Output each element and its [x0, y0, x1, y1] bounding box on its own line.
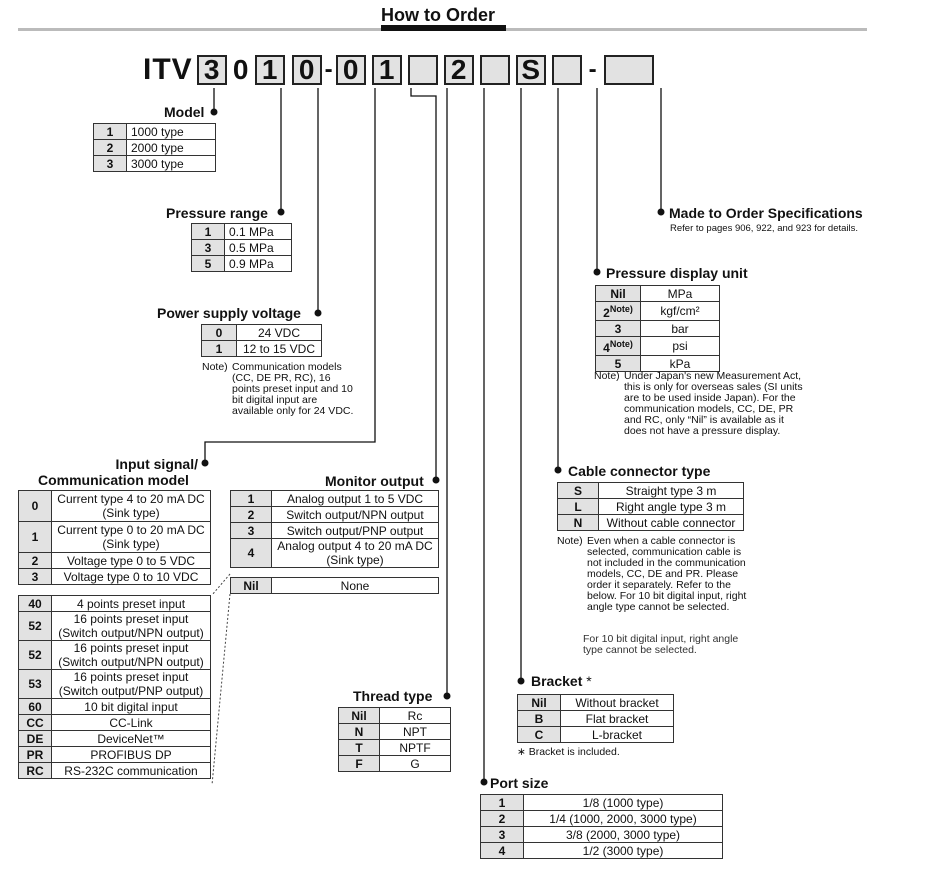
code-digit-port: 2	[444, 55, 474, 85]
communication-model-heading: Communication model	[38, 472, 189, 488]
code-dash: -	[324, 56, 333, 83]
pressure-display-note: Note) Under Japan's new Measurement Act, this is only for overseas sales (SI units are to be used inside Japan). For the communication models, CC, DE, PR and RC, only “Nil” is available as it does not have a pressure display.	[594, 370, 803, 437]
table-row: 52 16 points preset input (Switch output/NPN output)	[19, 612, 211, 641]
table-row: 2 Switch output/NPN output	[231, 507, 439, 523]
title-underline	[381, 25, 506, 31]
monitor-output-table	[230, 490, 439, 568]
table-row: 5 kPa	[596, 356, 720, 372]
order-code	[143, 52, 654, 88]
pressure-range-table	[191, 223, 292, 272]
bracket-footnote: ∗ Bracket is included.	[517, 746, 620, 758]
table-row: 1 0.1 MPa	[192, 224, 292, 240]
input-signal-table	[18, 490, 211, 585]
table-row: 1 Analog output 1 to 5 VDC	[231, 491, 439, 507]
code-digit-pressure: 1	[255, 55, 285, 85]
table-row: 3 Switch output/PNP output	[231, 523, 439, 539]
port-size-heading: Port size	[490, 775, 549, 791]
bracket-table	[517, 694, 674, 743]
table-row: B Flat bracket	[518, 711, 674, 727]
cable-connector-note-repeat: For 10 bit digital input, right angle type cannot be selected.	[583, 633, 739, 656]
made-to-order-text: Refer to pages 906, 922, and 923 for details.	[670, 223, 859, 234]
table-row: N NPT	[339, 724, 451, 740]
table-row: 2 2000 type	[94, 140, 216, 156]
code-digit-thread	[408, 55, 438, 85]
table-row: L Right angle type 3 m	[558, 499, 744, 515]
model-table	[93, 123, 216, 172]
pressure-display-heading: Pressure display unit	[606, 265, 748, 281]
table-row: 3 3000 type	[94, 156, 216, 172]
table-row: T NPTF	[339, 740, 451, 756]
cable-connector-heading: Cable connector type	[568, 463, 711, 479]
table-row: Nil MPa	[596, 286, 720, 302]
code-digit-bracket	[480, 55, 510, 85]
table-row: 4$^{Note)}$ psi	[596, 337, 720, 356]
table-row: CC CC-Link	[19, 715, 211, 731]
code-prefix: ITV	[143, 53, 193, 86]
power-supply-heading: Power supply voltage	[157, 305, 301, 321]
table-row: 52 16 points preset input (Switch output/NPN output)	[19, 641, 211, 670]
input-signal-heading: Input signal/	[115, 456, 198, 472]
table-row: 3 bar	[596, 321, 720, 337]
code-digit-fixed: 0	[232, 54, 249, 85]
table-row: 4 Analog output 4 to 20 mA DC (Sink type)	[231, 539, 439, 568]
code-digit-input-1: 0	[336, 55, 366, 85]
pressure-range-heading: Pressure range	[166, 205, 268, 221]
table-row: 40 4 points preset input	[19, 596, 211, 612]
made-to-order-heading: Made to Order Specifications	[669, 205, 863, 221]
monitor-output-leader	[411, 88, 436, 480]
table-row: 1 Current type 0 to 20 mA DC (Sink type)	[19, 522, 211, 553]
table-row: 3 Voltage type 0 to 10 VDC	[19, 569, 211, 585]
table-row: 4 1/2 (3000 type)	[481, 843, 723, 859]
cable-connector-note: Note) Even when a cable connector is selected, communication cable is not included in the communication models, CC, DE and PR. Please order it separately. Refer to the below. For 10 bit digital input, right angle type cannot be selected.	[557, 535, 747, 613]
power-supply-note: Note) Communication models (CC, DE PR, RC), 16 points preset input and 10 bit digital input are available only for 24 VDC.	[202, 361, 354, 417]
table-row: C L-bracket	[518, 727, 674, 743]
bracket-heading: Bracket *	[531, 673, 592, 689]
table-row: 2 Voltage type 0 to 5 VDC	[19, 553, 211, 569]
table-row: 5 0.9 MPa	[192, 256, 292, 272]
monitor-output-heading: Monitor output	[325, 473, 424, 489]
table-row: 3 3/8 (2000, 3000 type)	[481, 827, 723, 843]
thread-type-heading: Thread type	[353, 688, 433, 704]
table-row: PR PROFIBUS DP	[19, 747, 211, 763]
code-digit-display	[552, 55, 582, 85]
page-title: How to Order	[381, 5, 496, 25]
table-row: S Straight type 3 m	[558, 483, 744, 499]
code-digit-connector: S	[516, 55, 546, 85]
cable-connector-table	[557, 482, 744, 531]
model-heading: Model	[164, 104, 205, 120]
table-row: N Without cable connector	[558, 515, 744, 531]
table-row: RC RS-232C communication	[19, 763, 211, 779]
table-row: 1 12 to 15 VDC	[202, 341, 322, 357]
table-row: Nil Rc	[339, 708, 451, 724]
table-row: 1 1000 type	[94, 124, 216, 140]
table-row: Nil None	[231, 578, 439, 594]
table-row: F G	[339, 756, 451, 772]
table-row: 2$^{Note)}$ kgf/cm²	[596, 302, 720, 321]
code-dash-2: -	[588, 56, 597, 83]
power-supply-table	[201, 324, 322, 357]
monitor-output-nil-table	[230, 577, 439, 594]
bracket-mark: *	[586, 673, 592, 689]
communication-model-table	[18, 595, 211, 779]
table-row: 1 1/8 (1000 type)	[481, 795, 723, 811]
port-size-table	[480, 794, 723, 859]
table-row: 60 10 bit digital input	[19, 699, 211, 715]
table-row: 0 24 VDC	[202, 325, 322, 341]
code-digit-model: 3	[197, 55, 227, 85]
thread-type-table	[338, 707, 451, 772]
pressure-display-table	[595, 285, 720, 372]
table-row: 53 16 points preset input (Switch output/PNP output)	[19, 670, 211, 699]
table-row: Nil Without bracket	[518, 695, 674, 711]
code-digit-power: 0	[292, 55, 322, 85]
code-digit-input-2: 1	[372, 55, 402, 85]
code-digit-mto	[604, 55, 654, 85]
table-row: 0 Current type 4 to 20 mA DC (Sink type)	[19, 491, 211, 522]
table-row: 3 0.5 MPa	[192, 240, 292, 256]
table-row: 2 1/4 (1000, 2000, 3000 type)	[481, 811, 723, 827]
table-row: DE DeviceNet™	[19, 731, 211, 747]
